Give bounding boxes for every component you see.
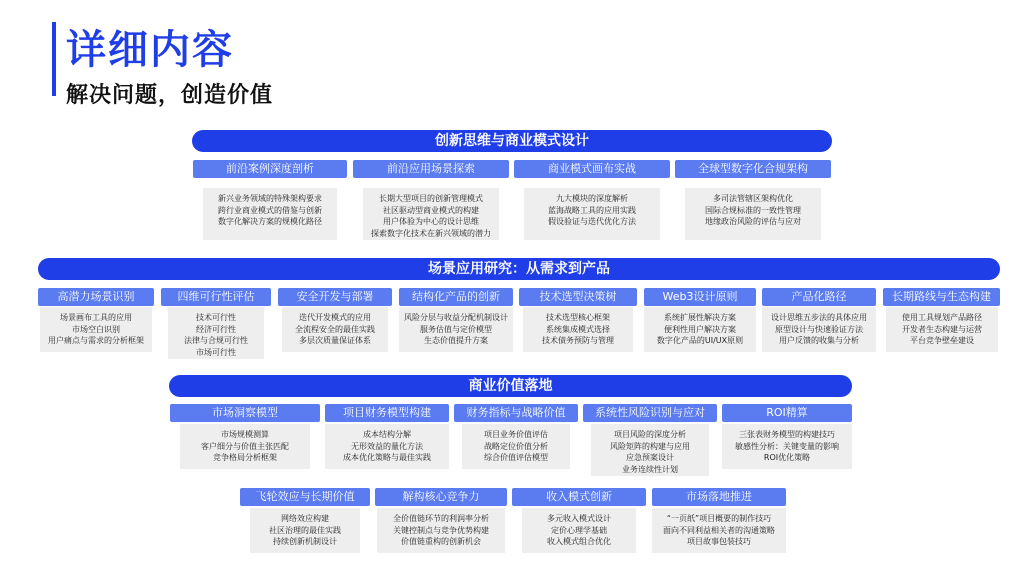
card-details [377, 508, 505, 553]
card-line: 社区驱动型商业模式的构建 [383, 205, 479, 215]
card-line: 场景画布工具的应用 [60, 313, 132, 322]
card-line: 探索数字化技术在新兴领域的潜力 [371, 228, 491, 238]
card-line: 技术选型核心框架 [546, 313, 610, 322]
card-title: 全球型数字化合规架构 [675, 160, 831, 178]
card-title: Web3设计原则 [644, 288, 756, 306]
card-line: 项目风险的深度分析 [614, 430, 686, 439]
card-title: 项目财务模型构建 [325, 404, 449, 422]
card-line: 敏感性分析：关键变量的影响 [735, 441, 839, 451]
card-line: 市场可行性 [196, 347, 236, 357]
card-title: 系统性风险识别与应对 [583, 404, 717, 422]
card-details [168, 307, 264, 359]
title-accent-bar [52, 22, 56, 96]
card-title: 飞轮效应与长期价值 [240, 488, 370, 506]
card-line: 关键控制点与竞争优势构建 [393, 525, 489, 535]
card-line: 社区治理的最佳实践 [269, 525, 341, 535]
card-title: 前沿应用场景探索 [353, 160, 509, 178]
card-line: 成本结构分解 [363, 430, 411, 439]
card-line: 数字化解决方案的规模化路径 [218, 217, 322, 226]
card-line: 数字化产品的UI/UX原则 [656, 336, 744, 345]
card-line: 风险分层与收益分配机制设计 [404, 313, 508, 322]
card-line: 面向不同利益相关者的沟通策略 [663, 525, 775, 535]
card-line: 业务连续性计划 [622, 464, 678, 474]
card-line: 用户体验为中心的设计思维 [383, 217, 479, 226]
card-line: 项目业务价值评估 [484, 430, 548, 439]
card-details [399, 307, 513, 352]
card-line: 设计思维五步法的具体应用 [771, 313, 867, 322]
card-line: 多元收入模式设计 [547, 514, 611, 523]
card-details [722, 424, 852, 469]
card-details [282, 307, 388, 352]
card-line: 用户反馈的收集与分析 [779, 336, 859, 345]
card-line: 技术债务预防与管理 [542, 336, 614, 345]
card-line: 竞争格局分析框架 [213, 453, 277, 462]
card-line: 开发者生态构建与运营 [902, 324, 982, 334]
card-details [524, 188, 660, 240]
card-line: 定价心理学基础 [551, 525, 607, 535]
card-line: 法律与合规可行性 [184, 336, 248, 345]
card-line: 网络效应构建 [281, 514, 329, 523]
card-title: 结构化产品的创新 [399, 288, 513, 306]
card-details [462, 424, 570, 469]
card-title: 长期路线与生态构建 [883, 288, 1000, 306]
card-line: 经济可行性 [196, 324, 236, 334]
card-line: 蓝海战略工具的应用实践 [548, 205, 636, 215]
card-title: 安全开发与部署 [278, 288, 392, 306]
page-title: 详细内容 [66, 27, 234, 73]
card-title: 市场洞察模型 [170, 404, 320, 422]
card-title: 收入模式创新 [512, 488, 646, 506]
card-line: 九大模块的深度解析 [556, 194, 628, 203]
card-line: 国际合规标准的一致性管理 [705, 205, 801, 215]
card-details [644, 307, 756, 352]
card-line: 持续创新机制设计 [273, 537, 337, 546]
card-line: 价值链重构的创新机会 [401, 537, 481, 546]
card-line: 项目故事包装技巧 [687, 537, 751, 546]
card-details [363, 188, 499, 240]
card-line: 用户痛点与需求的分析框架 [48, 336, 144, 345]
card-details [886, 307, 998, 352]
card-line: 技术可行性 [196, 313, 236, 322]
card-details [685, 188, 821, 240]
section-banner-value: 商业价值落地 [169, 375, 852, 397]
card-details [522, 508, 636, 553]
card-line: 市场空白识别 [72, 324, 120, 334]
card-line: 假设验证与迭代优化方法 [548, 217, 636, 226]
card-line: 综合价值评估模型 [484, 453, 548, 462]
card-line: 原型设计与快速验证方法 [775, 324, 863, 334]
card-title: 前沿案例深度剖析 [193, 160, 347, 178]
card-line: 三张表财务模型的构建技巧 [739, 430, 835, 439]
card-title: 技术选型决策树 [519, 288, 637, 306]
card-line: 地缘政治风险的评估与应对 [705, 217, 801, 226]
section-banner-innovation: 创新思维与商业模式设计 [192, 130, 832, 152]
card-title: ROI精算 [722, 404, 852, 422]
card-details [762, 307, 876, 352]
card-line: 便利性用户解决方案 [664, 324, 736, 334]
card-title: 商业模式画布实战 [514, 160, 670, 178]
card-details [250, 508, 360, 553]
card-line: 无形效益的量化方法 [351, 441, 423, 451]
card-line: 服务估值与定价模型 [420, 324, 492, 334]
card-line: 全价值链环节的利润率分析 [393, 514, 489, 523]
card-line: 多司法管辖区架构优化 [713, 194, 793, 203]
card-line: 平台竞争壁垒建设 [910, 336, 974, 345]
card-details [180, 424, 310, 469]
card-title: 解构核心竞争力 [375, 488, 507, 506]
card-title: 财务指标与战略价值 [454, 404, 578, 422]
card-line: 客户细分与价值主张匹配 [201, 441, 289, 451]
card-line: 风险矩阵的构建与应用 [610, 441, 690, 451]
card-line: 全流程安全的最佳实践 [295, 324, 375, 334]
card-line: 收入模式组合优化 [547, 537, 611, 546]
card-details [652, 508, 786, 553]
card-line: 成本优化策略与最佳实践 [343, 453, 431, 462]
card-title: 市场落地推进 [652, 488, 786, 506]
card-details [40, 307, 152, 352]
card-line: 应急预案设计 [626, 453, 674, 462]
card-line: 系统集成模式选择 [546, 324, 610, 334]
card-details [591, 424, 709, 476]
card-details [325, 424, 449, 469]
card-line: 新兴业务领域的特殊架构要求 [218, 194, 322, 203]
card-line: 多层次质量保证体系 [299, 336, 371, 345]
card-line: 市场规模测算 [221, 430, 269, 439]
card-line: 系统扩展性解决方案 [664, 313, 736, 322]
section-banner-scenario: 场景应用研究：从需求到产品 [38, 258, 1000, 280]
card-details [523, 307, 633, 352]
page-subtitle: 解决问题，创造价值 [66, 83, 274, 108]
card-title: 产品化路径 [762, 288, 876, 306]
card-title: 四维可行性评估 [161, 288, 271, 306]
card-line: “一页纸”项目概要的制作技巧 [666, 514, 772, 523]
card-line: ROI优化策略 [763, 453, 811, 462]
card-details [203, 188, 337, 240]
card-line: 迭代开发模式的应用 [299, 313, 371, 322]
card-line: 战略定位价值分析 [484, 441, 548, 451]
card-line: 长期大型项目的创新管理模式 [379, 194, 483, 203]
card-line: 使用工具规划产品路径 [902, 313, 982, 322]
card-line: 生态价值提升方案 [424, 336, 488, 345]
card-title: 高潜力场景识别 [38, 288, 154, 306]
card-line: 跨行业商业模式的借鉴与创新 [218, 205, 322, 215]
